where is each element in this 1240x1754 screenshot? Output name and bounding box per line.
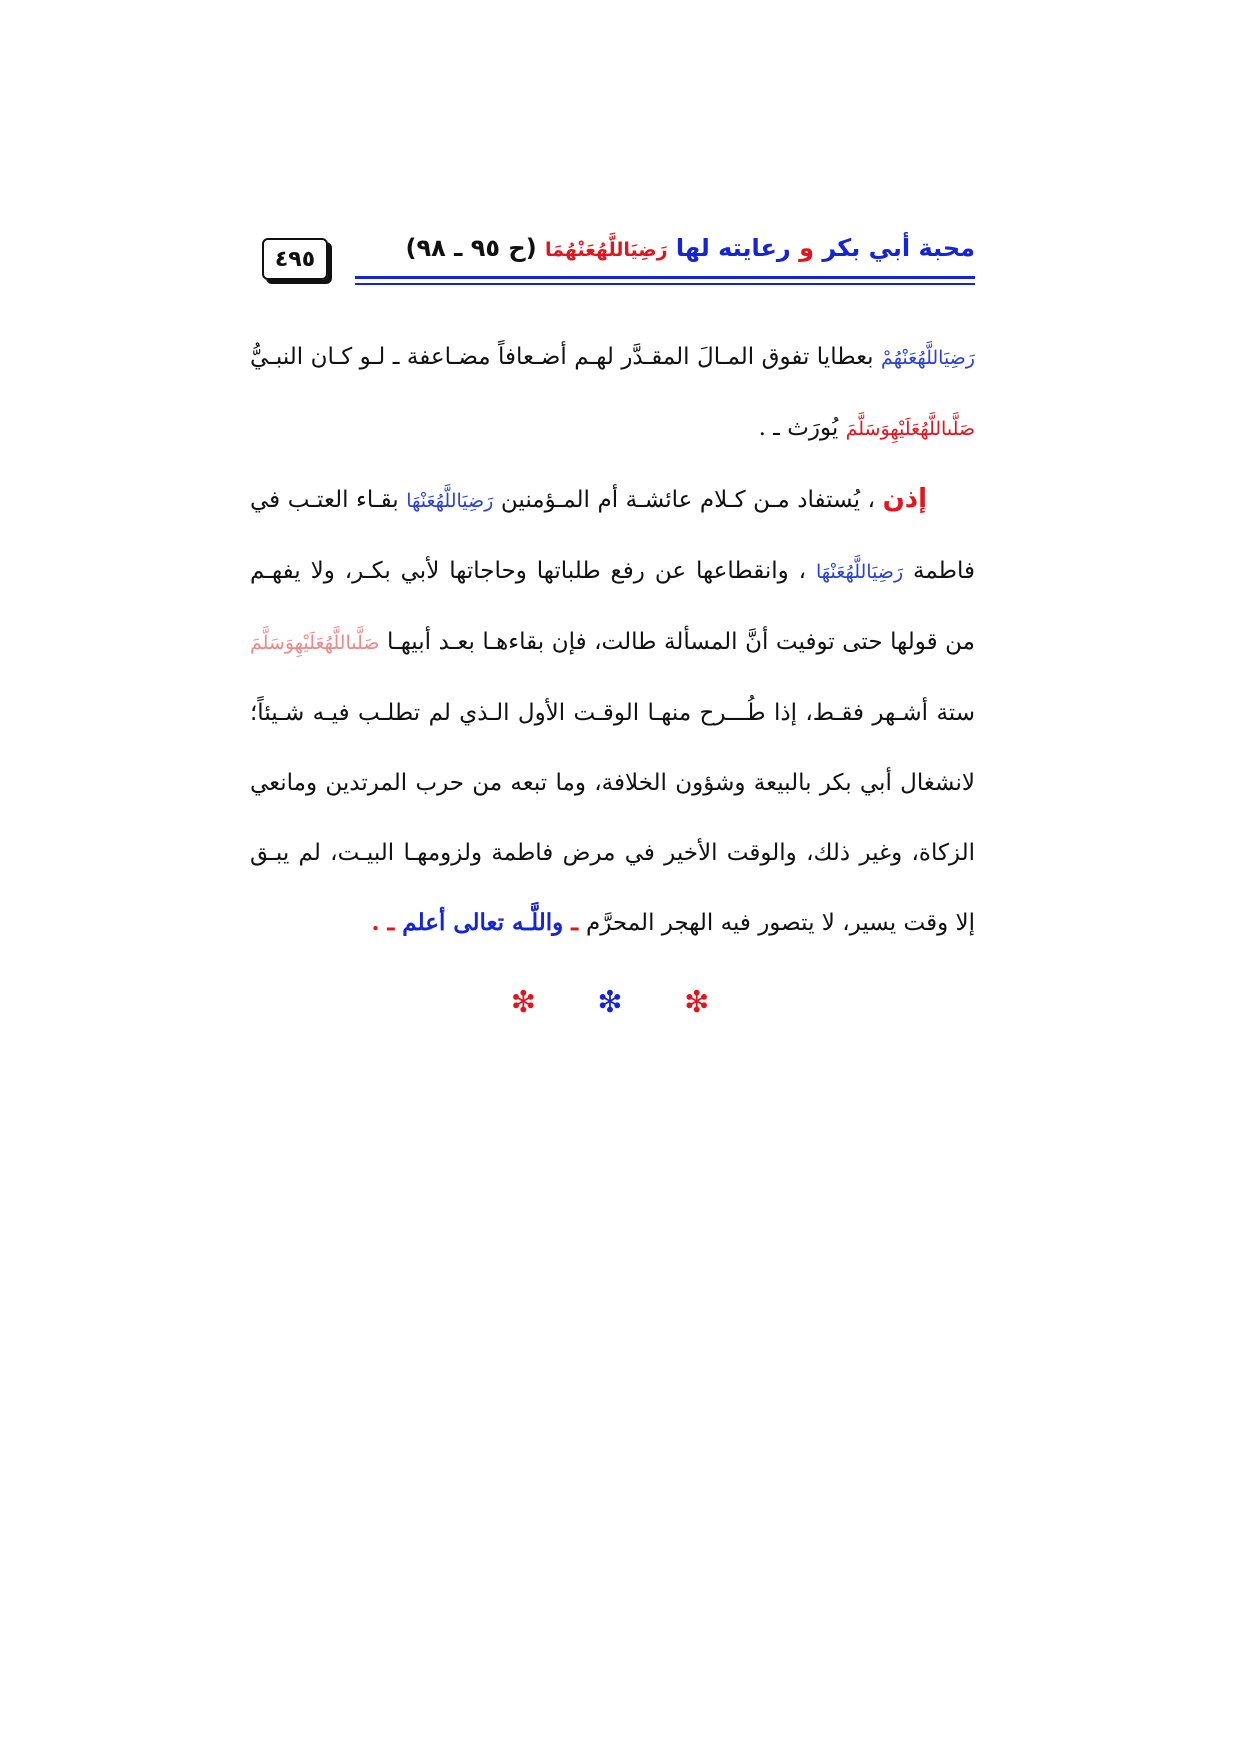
page-number: ٤٩٥ [262, 238, 328, 280]
closing-dash: ـ [563, 909, 586, 936]
separator-star-icon: ❇ [510, 985, 556, 1020]
paragraph-1 [250, 322, 975, 464]
para1-text2: يُورَث ـ . [758, 415, 846, 441]
honorific-salallahu-alayhi-2: صَلَّىاللَّهُعَلَيْهِوَسَلَّمَ [250, 632, 380, 654]
para1-text1: بعطايا تفوق المـالَ المقـدَّر لهـم أضـعافاً مضـاعفة ـ لـو كـان النبـيُّ [250, 344, 882, 370]
closing-end: ـ . [371, 909, 403, 936]
honorific-salallahu-alayhi: صَلَّىاللَّهُعَلَيْهِوَسَلَّمَ [845, 418, 975, 440]
header-hadith-ref: ح ٩٥ ـ ٩٨ [416, 234, 526, 262]
honorific-radiyallahu-anhum: رَضِيَاللَّهُعَنْهُمْ [881, 347, 975, 369]
header-ref-close: ) [405, 234, 417, 262]
para2-text3: ، وانقطاعها عن رفع طلباتها وحاجاتها لأبي بكـر، ولا يفهـم من قولها حتى توفيت أنَّ المسألة طالت، فإن بقاءهـا بعـد أبيهـا [250, 558, 975, 655]
para2-text2: بقـاء العتـب في فاطمة [250, 487, 975, 584]
header-title-conjunction: و [799, 234, 814, 262]
para2-text1: ، يُستفاد مـن كـلام عائشـة أم المـؤمنين [493, 487, 883, 513]
closing-phrase: واللَّـه تعالى أعلم [402, 909, 564, 936]
honorific-radiyallahu-anha-2: رَضِيَاللَّهُعَنْهَا [816, 561, 904, 583]
separator-star-icon: ❇ [597, 985, 643, 1020]
lead-word: إذن [882, 484, 928, 514]
header-ref-open: ( [525, 234, 537, 262]
header-title-part1: محبة أبي بكر [822, 234, 975, 262]
section-separator [0, 985, 1240, 1020]
paragraph-2 [250, 464, 975, 958]
header-rule-thick [355, 276, 975, 279]
body-text [250, 322, 975, 958]
header-rule-thin [355, 283, 975, 285]
header-title-part3: رعايته لها [675, 234, 791, 262]
honorific-radiyallahu-anha-1: رَضِيَاللَّهُعَنْهَا [406, 490, 494, 512]
separator-star-icon: ❇ [684, 985, 730, 1020]
running-header [355, 234, 975, 274]
header-honorific: رَضِيَاللَّهُعَنْهُمَا [545, 239, 668, 261]
para2-text4: ستة أشـهر فقـط، إذا طُـــرح منهـا الوقـت الأول الـذي لم تطلـب فيـه شـيئاً؛ لانشغال أبي بكر بالبيعة وشؤون الخلافة، وما تبعه من حرب المرتدين ومانعي الزكاة، وغير ذلك، والوقت الأخير في مرض فاطمة ولزومهـا البيـت، لم يبـق إلا وقت يسير، لا يتصور فيه الهجر المحرَّم [250, 700, 975, 936]
